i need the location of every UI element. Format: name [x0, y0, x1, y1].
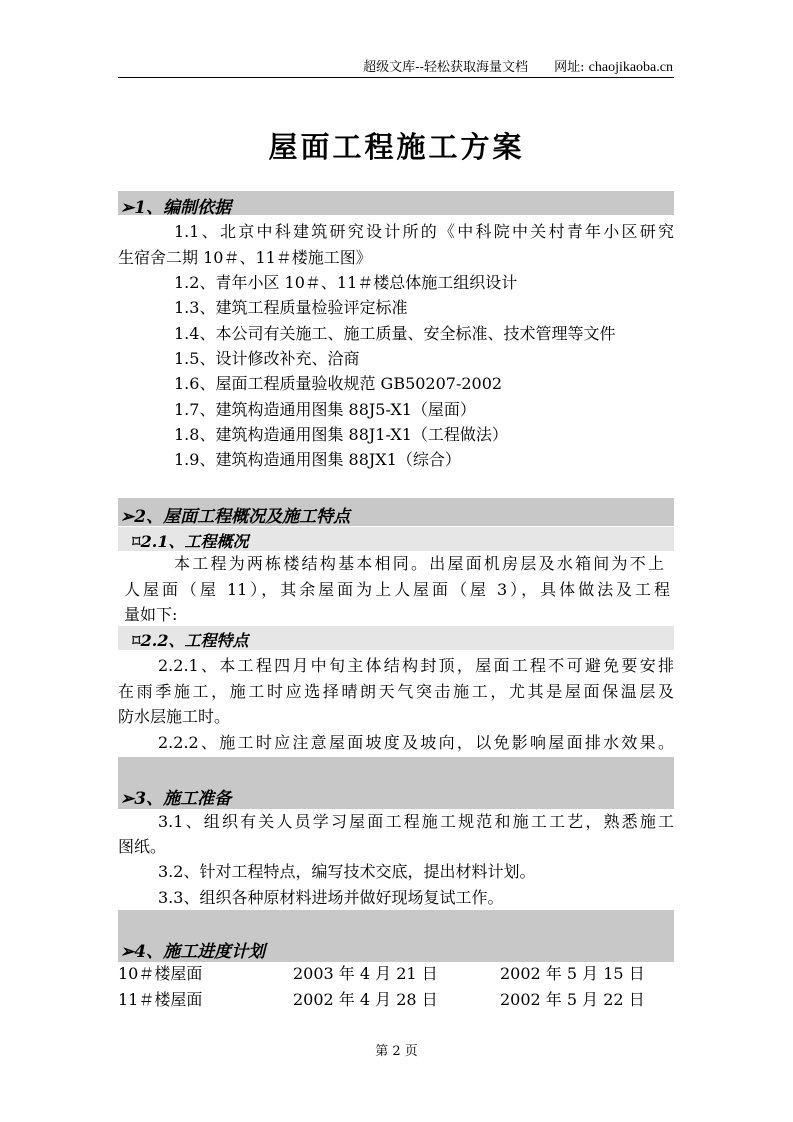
paragraph-line: 2.2.1、本工程四月中旬主体结构封顶，屋面工程不可避免要安排	[158, 656, 674, 675]
subsection-2-1-heading: ⌑2.1、工程概况	[132, 532, 249, 551]
page-header	[363, 56, 673, 76]
section-3-heading: ➢3、施工准备	[120, 789, 232, 809]
paragraph-line: 人屋面（屋 11），其余屋面为上人屋面（屋 3），具体做法及工程	[124, 580, 670, 599]
paragraph-line: 3.3、组织各种原材料进场并做好现场复试工作。	[158, 888, 504, 907]
list-item: 1.9、建筑构造通用图集 88JX1（综合）	[174, 450, 461, 469]
list-item: 1.8、建筑构造通用图集 88J1-X1（工程做法）	[174, 425, 508, 444]
list-item: 1.7、建筑构造通用图集 88J5-X1（屋面）	[174, 400, 476, 419]
schedule-start: 2002 年 4 月 28 日	[293, 990, 438, 1009]
header-divider	[118, 77, 674, 78]
header-site-label: 网址:	[554, 60, 585, 75]
list-item: 1.3、建筑工程质量检验评定标准	[174, 298, 408, 317]
list-item: 1.4、本公司有关施工、施工质量、安全标准、技术管理等文件	[174, 324, 616, 343]
paragraph-line: 图纸。	[118, 837, 167, 856]
list-item: 1.5、设计修改补充、洽商	[174, 349, 360, 368]
document-title: 屋面工程施工方案	[268, 130, 525, 164]
section-1-heading: ➢1、编制依据	[120, 198, 232, 218]
schedule-item: 11＃楼屋面	[118, 990, 203, 1009]
paragraph-line: 3.2、针对工程特点，编写技术交底，提出材料计划。	[158, 862, 536, 881]
schedule-end: 2002 年 5 月 22 日	[500, 990, 645, 1009]
schedule-item: 10＃楼屋面	[118, 964, 203, 983]
paragraph-line: 2.2.2、施工时应注意屋面坡度及坡向，以免影响屋面排水效果。	[158, 733, 674, 752]
list-item: 1.6、屋面工程质量验收规范 GB50207-2002	[174, 374, 503, 393]
paragraph-line: 在雨季施工，施工时应选择晴朗天气突击施工，尤其是屋面保温层及	[118, 682, 674, 701]
schedule-end: 2002 年 5 月 15 日	[500, 964, 645, 983]
paragraph-line: 量如下:	[124, 605, 178, 624]
paragraph-line: 本工程为两栋楼结构基本相同。出屋面机房层及水箱间为不上	[174, 554, 664, 573]
section-4-heading: ➢4、施工进度计划	[120, 942, 266, 962]
schedule-row	[118, 987, 674, 1012]
header-site: chaojikaoba.cn	[588, 60, 673, 75]
schedule-row	[118, 961, 674, 986]
header-text: 超级文库--轻松获取海量文档	[363, 60, 528, 75]
paragraph-line: 防水层施工时。	[118, 707, 231, 726]
list-item: 1.2、青年小区 10＃、11＃楼总体施工组织设计	[174, 273, 518, 292]
subsection-2-2-heading: ⌑2.2、工程特点	[132, 631, 249, 650]
list-item: 1.1、北京中科建筑研究设计所的《中科院中关村青年小区研究	[174, 222, 674, 241]
paragraph-line: 3.1、组织有关人员学习屋面工程施工规范和施工工艺，熟悉施工	[158, 812, 674, 831]
list-item: 生宿舍二期 10＃、11＃楼施工图》	[118, 248, 372, 267]
section-2-heading: ➢2、屋面工程概况及施工特点	[120, 507, 351, 527]
page-number: 第 2 页	[375, 1044, 418, 1059]
schedule-start: 2003 年 4 月 21 日	[293, 964, 438, 983]
